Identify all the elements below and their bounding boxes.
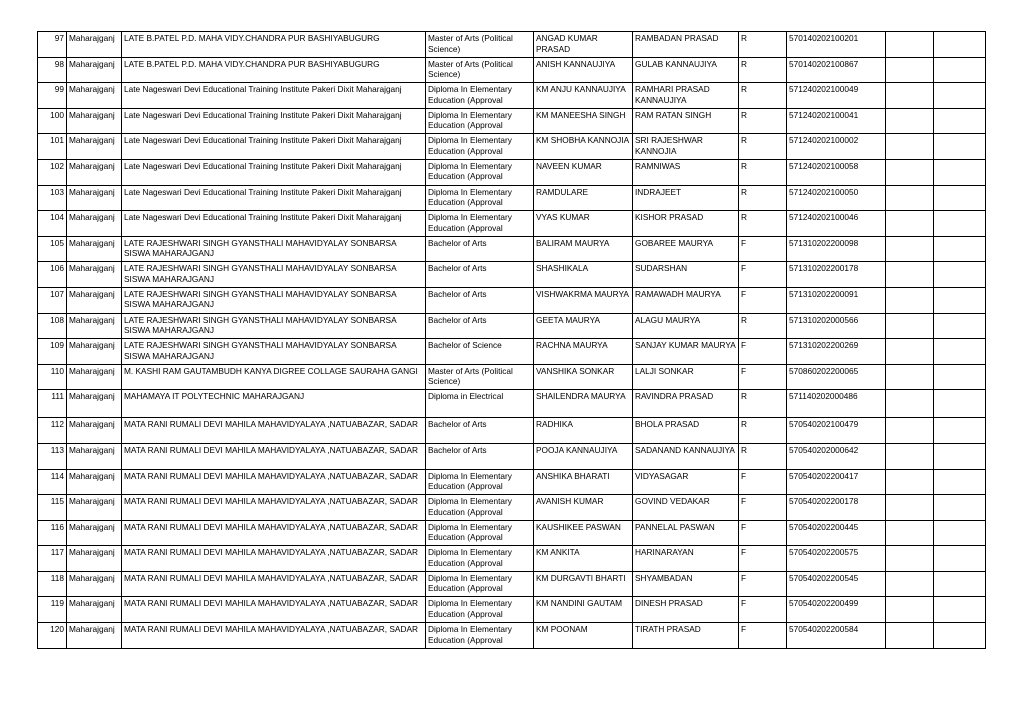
- course-cell: Diploma in Electrical: [426, 390, 534, 418]
- student-name-cell: POOJA KANNAUJIYA: [534, 443, 633, 469]
- table-row: [38, 236, 986, 262]
- institute-cell: Late Nageswari Devi Educational Training Institute Pakeri Dixit Maharajganj: [122, 108, 426, 134]
- category-cell: R: [739, 32, 787, 58]
- district-cell: Maharajganj: [67, 313, 122, 339]
- table-row: [38, 571, 986, 597]
- serial-number-cell: 97: [38, 32, 67, 58]
- empty-cell: [886, 597, 934, 623]
- serial-number-cell: 104: [38, 211, 67, 237]
- registration-code-cell: 570540202200584: [787, 623, 886, 649]
- table-row: [38, 339, 986, 365]
- father-name-cell: ALAGU MAURYA: [633, 313, 739, 339]
- registration-code-cell: 570540202200445: [787, 520, 886, 546]
- institute-cell: MATA RANI RUMALI DEVI MAHILA MAHAVIDYALAYA ,NATUABAZAR, SADAR: [122, 495, 426, 521]
- table-row: [38, 83, 986, 109]
- table-row: [38, 443, 986, 469]
- empty-cell: [886, 134, 934, 160]
- student-name-cell: KM ANKITA: [534, 546, 633, 572]
- category-cell: R: [739, 108, 787, 134]
- district-cell: Maharajganj: [67, 134, 122, 160]
- student-name-cell: RAMDULARE: [534, 185, 633, 211]
- registration-code-cell: 570540202200575: [787, 546, 886, 572]
- category-cell: F: [739, 623, 787, 649]
- empty-cell: [934, 339, 986, 365]
- course-cell: Diploma In Elementary Education (Approval: [426, 211, 534, 237]
- category-cell: R: [739, 159, 787, 185]
- empty-cell: [886, 83, 934, 109]
- student-name-cell: KM POONAM: [534, 623, 633, 649]
- empty-cell: [886, 262, 934, 288]
- category-cell: R: [739, 57, 787, 83]
- father-name-cell: RAMNIWAS: [633, 159, 739, 185]
- registration-code-cell: 571240202100046: [787, 211, 886, 237]
- registration-code-cell: 570540202200545: [787, 571, 886, 597]
- father-name-cell: PANNELAL PASWAN: [633, 520, 739, 546]
- serial-number-cell: 106: [38, 262, 67, 288]
- institute-cell: LATE RAJESHWARI SINGH GYANSTHALI MAHAVIDYALAY SONBARSA SISWA MAHARAJGANJ: [122, 287, 426, 313]
- empty-cell: [934, 32, 986, 58]
- empty-cell: [934, 236, 986, 262]
- course-cell: Diploma In Elementary Education (Approval: [426, 134, 534, 160]
- district-cell: Maharajganj: [67, 364, 122, 390]
- district-cell: Maharajganj: [67, 443, 122, 469]
- father-name-cell: HARINARAYAN: [633, 546, 739, 572]
- registration-code-cell: 570540202200417: [787, 469, 886, 495]
- district-cell: Maharajganj: [67, 211, 122, 237]
- category-cell: F: [739, 546, 787, 572]
- empty-cell: [934, 623, 986, 649]
- institute-cell: LATE RAJESHWARI SINGH GYANSTHALI MAHAVIDYALAY SONBARSA SISWA MAHARAJGANJ: [122, 262, 426, 288]
- student-name-cell: RACHNA MAURYA: [534, 339, 633, 365]
- empty-cell: [886, 339, 934, 365]
- empty-cell: [934, 211, 986, 237]
- table-row: [38, 57, 986, 83]
- registration-code-cell: 571240202100050: [787, 185, 886, 211]
- student-name-cell: SHASHIKALA: [534, 262, 633, 288]
- category-cell: R: [739, 418, 787, 444]
- registration-code-cell: 571310202200178: [787, 262, 886, 288]
- father-name-cell: RAMAWADH MAURYA: [633, 287, 739, 313]
- registration-code-cell: 570540202200178: [787, 495, 886, 521]
- student-name-cell: VYAS KUMAR: [534, 211, 633, 237]
- district-cell: Maharajganj: [67, 418, 122, 444]
- student-name-cell: KM SHOBHA KANNOJIA: [534, 134, 633, 160]
- father-name-cell: SHYAMBADAN: [633, 571, 739, 597]
- empty-cell: [934, 287, 986, 313]
- empty-cell: [934, 108, 986, 134]
- empty-cell: [886, 546, 934, 572]
- category-cell: F: [739, 287, 787, 313]
- institute-cell: MATA RANI RUMALI DEVI MAHILA MAHAVIDYALAYA ,NATUABAZAR, SADAR: [122, 571, 426, 597]
- empty-cell: [934, 495, 986, 521]
- institute-cell: MATA RANI RUMALI DEVI MAHILA MAHAVIDYALAYA ,NATUABAZAR, SADAR: [122, 520, 426, 546]
- category-cell: R: [739, 134, 787, 160]
- student-name-cell: KM NANDINI GAUTAM: [534, 597, 633, 623]
- table-row: [38, 390, 986, 418]
- serial-number-cell: 102: [38, 159, 67, 185]
- category-cell: F: [739, 495, 787, 521]
- course-cell: Bachelor of Science: [426, 339, 534, 365]
- father-name-cell: GULAB KANNAUJIYA: [633, 57, 739, 83]
- empty-cell: [886, 236, 934, 262]
- category-cell: F: [739, 571, 787, 597]
- father-name-cell: GOVIND VEDAKAR: [633, 495, 739, 521]
- empty-cell: [934, 390, 986, 418]
- father-name-cell: SADANAND KANNAUJIYA: [633, 443, 739, 469]
- table-row: [38, 185, 986, 211]
- category-cell: R: [739, 83, 787, 109]
- empty-cell: [886, 443, 934, 469]
- empty-cell: [886, 390, 934, 418]
- empty-cell: [934, 571, 986, 597]
- student-name-cell: ANGAD KUMAR PRASAD: [534, 32, 633, 58]
- category-cell: F: [739, 469, 787, 495]
- student-name-cell: GEETA MAURYA: [534, 313, 633, 339]
- table-row: [38, 262, 986, 288]
- course-cell: Bachelor of Arts: [426, 287, 534, 313]
- table-row: [38, 211, 986, 237]
- empty-cell: [886, 32, 934, 58]
- course-cell: Diploma In Elementary Education (Approval: [426, 159, 534, 185]
- course-cell: Bachelor of Arts: [426, 236, 534, 262]
- empty-cell: [934, 313, 986, 339]
- table-row: [38, 495, 986, 521]
- course-cell: Diploma In Elementary Education (Approval: [426, 623, 534, 649]
- district-cell: Maharajganj: [67, 108, 122, 134]
- institute-cell: MATA RANI RUMALI DEVI MAHILA MAHAVIDYALAYA ,NATUABAZAR, SADAR: [122, 546, 426, 572]
- serial-number-cell: 100: [38, 108, 67, 134]
- district-cell: Maharajganj: [67, 236, 122, 262]
- institute-cell: LATE RAJESHWARI SINGH GYANSTHALI MAHAVIDYALAY SONBARSA SISWA MAHARAJGANJ: [122, 236, 426, 262]
- district-cell: Maharajganj: [67, 83, 122, 109]
- student-name-cell: KM ANJU KANNAUJIYA: [534, 83, 633, 109]
- district-cell: Maharajganj: [67, 159, 122, 185]
- table-row: [38, 469, 986, 495]
- course-cell: Diploma In Elementary Education (Approval: [426, 520, 534, 546]
- course-cell: Bachelor of Arts: [426, 418, 534, 444]
- student-name-cell: KAUSHIKEE PASWAN: [534, 520, 633, 546]
- institute-cell: MATA RANI RUMALI DEVI MAHILA MAHAVIDYALAYA ,NATUABAZAR, SADAR: [122, 469, 426, 495]
- empty-cell: [886, 520, 934, 546]
- serial-number-cell: 107: [38, 287, 67, 313]
- father-name-cell: LALJI SONKAR: [633, 364, 739, 390]
- empty-cell: [886, 364, 934, 390]
- serial-number-cell: 118: [38, 571, 67, 597]
- table-row: [38, 134, 986, 160]
- empty-cell: [886, 623, 934, 649]
- institute-cell: LATE B.PATEL P.D. MAHA VIDY.CHANDRA PUR BASHIYABUGURG: [122, 57, 426, 83]
- category-cell: R: [739, 185, 787, 211]
- father-name-cell: RAM RATAN SINGH: [633, 108, 739, 134]
- district-cell: Maharajganj: [67, 287, 122, 313]
- father-name-cell: INDRAJEET: [633, 185, 739, 211]
- district-cell: Maharajganj: [67, 185, 122, 211]
- serial-number-cell: 112: [38, 418, 67, 444]
- father-name-cell: RAVINDRA PRASAD: [633, 390, 739, 418]
- serial-number-cell: 120: [38, 623, 67, 649]
- empty-cell: [886, 571, 934, 597]
- empty-cell: [886, 495, 934, 521]
- serial-number-cell: 116: [38, 520, 67, 546]
- registration-code-cell: 570540202000642: [787, 443, 886, 469]
- institute-cell: Late Nageswari Devi Educational Training Institute Pakeri Dixit Maharajganj: [122, 185, 426, 211]
- serial-number-cell: 99: [38, 83, 67, 109]
- father-name-cell: RAMBADAN PRASAD: [633, 32, 739, 58]
- district-cell: Maharajganj: [67, 520, 122, 546]
- table-row: [38, 418, 986, 444]
- father-name-cell: VIDYASAGAR: [633, 469, 739, 495]
- records-body: [38, 32, 986, 649]
- table-row: [38, 364, 986, 390]
- registration-code-cell: 570140202100867: [787, 57, 886, 83]
- student-name-cell: KM DURGAVTI BHARTI: [534, 571, 633, 597]
- student-name-cell: AVANISH KUMAR: [534, 495, 633, 521]
- table-row: [38, 313, 986, 339]
- category-cell: F: [739, 597, 787, 623]
- table-row: [38, 623, 986, 649]
- category-cell: F: [739, 339, 787, 365]
- serial-number-cell: 108: [38, 313, 67, 339]
- registration-code-cell: 571240202100058: [787, 159, 886, 185]
- father-name-cell: KISHOR PRASAD: [633, 211, 739, 237]
- institute-cell: LATE RAJESHWARI SINGH GYANSTHALI MAHAVIDYALAY SONBARSA SISWA MAHARAJGANJ: [122, 339, 426, 365]
- course-cell: Diploma In Elementary Education (Approval: [426, 546, 534, 572]
- serial-number-cell: 101: [38, 134, 67, 160]
- category-cell: R: [739, 313, 787, 339]
- category-cell: R: [739, 211, 787, 237]
- course-cell: Bachelor of Arts: [426, 443, 534, 469]
- course-cell: Bachelor of Arts: [426, 262, 534, 288]
- district-cell: Maharajganj: [67, 469, 122, 495]
- serial-number-cell: 119: [38, 597, 67, 623]
- registration-code-cell: 571310202000566: [787, 313, 886, 339]
- empty-cell: [934, 83, 986, 109]
- registration-code-cell: 570860202200065: [787, 364, 886, 390]
- student-name-cell: ANISH KANNAUJIYA: [534, 57, 633, 83]
- registration-code-cell: 570540202100479: [787, 418, 886, 444]
- empty-cell: [886, 418, 934, 444]
- student-name-cell: VANSHIKA SONKAR: [534, 364, 633, 390]
- course-cell: Bachelor of Arts: [426, 313, 534, 339]
- empty-cell: [886, 57, 934, 83]
- registration-code-cell: 571310202200098: [787, 236, 886, 262]
- table-row: [38, 546, 986, 572]
- district-cell: Maharajganj: [67, 546, 122, 572]
- table-row: [38, 32, 986, 58]
- district-cell: Maharajganj: [67, 57, 122, 83]
- category-cell: F: [739, 262, 787, 288]
- institute-cell: Late Nageswari Devi Educational Training Institute Pakeri Dixit Maharajganj: [122, 83, 426, 109]
- empty-cell: [934, 520, 986, 546]
- empty-cell: [934, 418, 986, 444]
- institute-cell: MATA RANI RUMALI DEVI MAHILA MAHAVIDYALAYA ,NATUABAZAR, SADAR: [122, 623, 426, 649]
- father-name-cell: GOBAREE MAURYA: [633, 236, 739, 262]
- father-name-cell: TIRATH PRASAD: [633, 623, 739, 649]
- father-name-cell: DINESH PRASAD: [633, 597, 739, 623]
- serial-number-cell: 103: [38, 185, 67, 211]
- records-table: [37, 31, 986, 649]
- empty-cell: [934, 597, 986, 623]
- serial-number-cell: 111: [38, 390, 67, 418]
- institute-cell: Late Nageswari Devi Educational Training Institute Pakeri Dixit Maharajganj: [122, 134, 426, 160]
- category-cell: F: [739, 520, 787, 546]
- course-cell: Diploma In Elementary Education (Approval: [426, 108, 534, 134]
- category-cell: F: [739, 364, 787, 390]
- empty-cell: [934, 185, 986, 211]
- institute-cell: LATE RAJESHWARI SINGH GYANSTHALI MAHAVIDYALAY SONBARSA SISWA MAHARAJGANJ: [122, 313, 426, 339]
- student-name-cell: RADHIKA: [534, 418, 633, 444]
- category-cell: F: [739, 236, 787, 262]
- father-name-cell: SRI RAJESHWAR KANNOJIA: [633, 134, 739, 160]
- father-name-cell: RAMHARI PRASAD KANNAUJIYA: [633, 83, 739, 109]
- district-cell: Maharajganj: [67, 495, 122, 521]
- course-cell: Master of Arts (Political Science): [426, 364, 534, 390]
- table-row: [38, 159, 986, 185]
- district-cell: Maharajganj: [67, 597, 122, 623]
- student-name-cell: NAVEEN KUMAR: [534, 159, 633, 185]
- empty-cell: [934, 159, 986, 185]
- registration-code-cell: 571240202100041: [787, 108, 886, 134]
- father-name-cell: SUDARSHAN: [633, 262, 739, 288]
- empty-cell: [934, 469, 986, 495]
- serial-number-cell: 105: [38, 236, 67, 262]
- empty-cell: [934, 262, 986, 288]
- father-name-cell: BHOLA PRASAD: [633, 418, 739, 444]
- category-cell: R: [739, 390, 787, 418]
- course-cell: Diploma In Elementary Education (Approval: [426, 83, 534, 109]
- empty-cell: [886, 185, 934, 211]
- registration-code-cell: 571240202100002: [787, 134, 886, 160]
- registration-code-cell: 571310202200269: [787, 339, 886, 365]
- course-cell: Diploma In Elementary Education (Approval: [426, 185, 534, 211]
- table-row: [38, 520, 986, 546]
- district-cell: Maharajganj: [67, 571, 122, 597]
- registration-code-cell: 570140202100201: [787, 32, 886, 58]
- district-cell: Maharajganj: [67, 262, 122, 288]
- course-cell: Master of Arts (Political Science): [426, 57, 534, 83]
- institute-cell: Late Nageswari Devi Educational Training Institute Pakeri Dixit Maharajganj: [122, 211, 426, 237]
- district-cell: Maharajganj: [67, 390, 122, 418]
- empty-cell: [934, 546, 986, 572]
- empty-cell: [886, 159, 934, 185]
- registration-code-cell: 571310202200091: [787, 287, 886, 313]
- institute-cell: LATE B.PATEL P.D. MAHA VIDY.CHANDRA PUR BASHIYABUGURG: [122, 32, 426, 58]
- registration-code-cell: 571240202100049: [787, 83, 886, 109]
- serial-number-cell: 115: [38, 495, 67, 521]
- empty-cell: [886, 287, 934, 313]
- course-cell: Diploma In Elementary Education (Approval: [426, 597, 534, 623]
- course-cell: Diploma In Elementary Education (Approval: [426, 495, 534, 521]
- serial-number-cell: 110: [38, 364, 67, 390]
- empty-cell: [886, 108, 934, 134]
- serial-number-cell: 117: [38, 546, 67, 572]
- table-row: [38, 287, 986, 313]
- empty-cell: [934, 134, 986, 160]
- student-name-cell: SHAILENDRA MAURYA: [534, 390, 633, 418]
- student-name-cell: ANSHIKA BHARATI: [534, 469, 633, 495]
- father-name-cell: SANJAY KUMAR MAURYA: [633, 339, 739, 365]
- institute-cell: MATA RANI RUMALI DEVI MAHILA MAHAVIDYALAYA ,NATUABAZAR, SADAR: [122, 597, 426, 623]
- empty-cell: [934, 57, 986, 83]
- empty-cell: [886, 469, 934, 495]
- serial-number-cell: 109: [38, 339, 67, 365]
- institute-cell: MATA RANI RUMALI DEVI MAHILA MAHAVIDYALAYA ,NATUABAZAR, SADAR: [122, 418, 426, 444]
- serial-number-cell: 113: [38, 443, 67, 469]
- empty-cell: [886, 211, 934, 237]
- empty-cell: [934, 443, 986, 469]
- institute-cell: Late Nageswari Devi Educational Training Institute Pakeri Dixit Maharajganj: [122, 159, 426, 185]
- district-cell: Maharajganj: [67, 623, 122, 649]
- course-cell: Master of Arts (Political Science): [426, 32, 534, 58]
- institute-cell: MAHAMAYA IT POLYTECHNIC MAHARAJGANJ: [122, 390, 426, 418]
- district-cell: Maharajganj: [67, 32, 122, 58]
- empty-cell: [934, 364, 986, 390]
- serial-number-cell: 98: [38, 57, 67, 83]
- registration-code-cell: 571140202000486: [787, 390, 886, 418]
- student-name-cell: VISHWAKRMA MAURYA: [534, 287, 633, 313]
- category-cell: R: [739, 443, 787, 469]
- course-cell: Diploma In Elementary Education (Approval: [426, 571, 534, 597]
- table-row: [38, 108, 986, 134]
- institute-cell: M. KASHI RAM GAUTAMBUDH KANYA DIGREE COLLAGE SAURAHA GANGI: [122, 364, 426, 390]
- registration-code-cell: 570540202200499: [787, 597, 886, 623]
- table-row: [38, 597, 986, 623]
- institute-cell: MATA RANI RUMALI DEVI MAHILA MAHAVIDYALAYA ,NATUABAZAR, SADAR: [122, 443, 426, 469]
- course-cell: Diploma In Elementary Education (Approval: [426, 469, 534, 495]
- empty-cell: [886, 313, 934, 339]
- district-cell: Maharajganj: [67, 339, 122, 365]
- student-name-cell: KM MANEESHA SINGH: [534, 108, 633, 134]
- student-name-cell: BALIRAM MAURYA: [534, 236, 633, 262]
- serial-number-cell: 114: [38, 469, 67, 495]
